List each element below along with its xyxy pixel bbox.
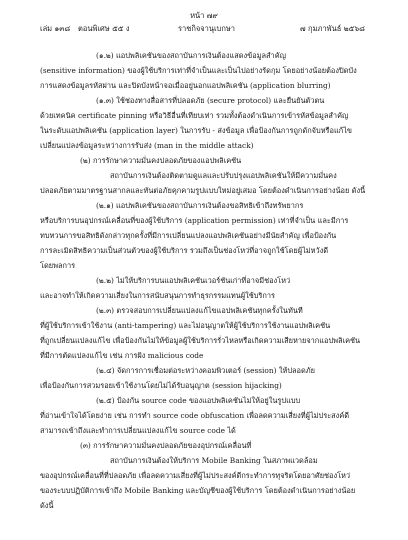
text-line: (๒.๒) ไม่ให้บริการบนแอปพลิเคชันเวอร์ชันเก่าที่อาจมีช่องโหว่ [96, 276, 291, 285]
text-line: ของอุปกรณ์เคลื่อนที่ที่ปลอดภัย เพื่อลดความเสี่ยงที่ผู้ไม่ประสงค์ดีกระทำการทุจริตโดยอาศัยช่องโหว่ [40, 471, 351, 480]
text-line: (sensitive information) ของผู้ใช้บริการเท่าที่จำเป็นและเป็นไปอย่างรัดกุม โดยอย่างน้อยต้องปิดบัง [40, 66, 357, 75]
text-line: หรือบริการบนอุปกรณ์เคลื่อนที่ของผู้ใช้บริการ (application permission) เท่าที่จำเป็น และมีการ [40, 216, 349, 225]
section-label: ตอนพิเศษ ๕๕ ง [78, 24, 130, 33]
publication-date: ๗ กุมภาพันธ์ ๒๕๖๘ [300, 24, 365, 33]
text-line: สามารถเข้าถึงและทำการเปลี่ยนแปลงแก้ไข source code ได้ [40, 426, 236, 435]
page-number: หน้า ๗๙ [190, 11, 218, 20]
text-line: (๑.๒) แอปพลิเคชันของสถาบันการเงินต้องแสดงข้อมูลสำคัญ [96, 51, 286, 60]
text-line: ของระบบปฏิบัติการเข้าถึง Mobile Banking และบัญชีของผู้ใช้บริการ โดยต้องดำเนินการอย่างน้อย [40, 486, 356, 495]
text-line: (๒.๔) จัดการการเชื่อมต่อระหว่างคอมพิวเตอร์ (session) ให้ปลอดภัย [96, 366, 316, 375]
text-line: เพื่อป้องกันการสวมรอยเข้าใช้งานโดยไม่ได้รับอนุญาต (session hijacking) [40, 381, 282, 390]
text-line: ในระดับแอปพลิเคชัน (application layer) ในการรับ - ส่งข้อมูล เพื่อป้องกันการถูกดักจับหรือแก้ไข [40, 126, 352, 135]
text-line: ทบทวนการขอสิทธิดังกล่าวทุกครั้งที่มีการเปลี่ยนแปลงแอปพลิเคชันอย่างมีนัยสำคัญ เพื่อป้องกัน [40, 231, 337, 240]
text-line: ที่อ่านเข้าใจได้โดยง่าย เช่น การทำ source code obfuscation เพื่อลดความเสี่ยงที่ผู้ไม่ประสงค์ดี [40, 411, 350, 420]
text-line: การแสดงข้อมูลรหัสผ่าน และปิดบังหน้าจอเมื่ออยู่นอกแอปพลิเคชัน (application blurring) [40, 81, 331, 90]
section-heading: (๓) การรักษาความมั่นคงปลอดภัยของอุปกรณ์เคลื่อนที่ [80, 441, 252, 450]
text-line: ที่ถูกเปลี่ยนแปลงแก้ไข เพื่อป้องกันไม่ให้ข้อมูลผู้ใช้บริการรั่วไหลหรือเกิดความเสียหายจากแอปพลิเคชัน [40, 336, 361, 345]
text-line: การละเมิดสิทธิความเป็นส่วนตัวของผู้ใช้บริการ รวมถึงเป็นช่องโหว่ที่อาจถูกใช้โดยผู้ไม่หวังดี [40, 246, 329, 255]
header-row [0, 23, 408, 35]
text-line: (๒.๑) แอปพลิเคชันของสถาบันการเงินต้องขอสิทธิเข้าถึงทรัพยากร [96, 201, 304, 210]
text-line: ที่มีการตัดแปลงแก้ไข เช่น การฝัง malicious code [40, 351, 204, 360]
text-line: (๑.๓) ใช้ช่องทางสื่อสารที่ปลอดภัย (secure protocol) และยืนยันตัวตน [96, 96, 325, 105]
document-body [40, 48, 374, 513]
text-line: (๒.๕) ป้องกัน source code ของแอปพลิเคชันไม่ให้อยู่ในรูปแบบ [96, 396, 301, 405]
text-line: ดังนี้ [40, 501, 54, 510]
text-line: ปลอดภัยตามมาตรฐานสากลและทันต่อภัยคุกคามรูปแบบใหม่อยู่เสมอ โดยต้องดำเนินการอย่างน้อย ดังนี้ [40, 186, 366, 195]
text-line: เปลี่ยนแปลงข้อมูลระหว่างการรับส่ง (man in the middle attack) [40, 141, 254, 150]
text-line: ด้วยเทคนิค certificate pinning หรือวิธีอื่นที่เทียบเท่า รวมทั้งต้องดำเนินการเข้ารหัสข้อมูลสำคัญ [40, 111, 349, 120]
volume-label: เล่ม ๑๓๘ [40, 24, 71, 33]
section-heading: (๒) การรักษาความมั่นคงปลอดภัยของแอปพลิเคชัน [80, 156, 242, 165]
text-line: และอาจทำให้เกิดความเสี่ยงในการสนับสนุนการทำธุรกรรมแทนผู้ใช้บริการ [40, 291, 275, 300]
gazette-name: ราชกิจจานุเบกษา [178, 24, 236, 33]
text-line: (๒.๓) ตรวจสอบการเปลี่ยนแปลงแก้ไขแอปพลิเคชันทุกครั้งในทันที [96, 306, 303, 315]
text-line: สถาบันการเงินต้องติดตามดูแลและปรับปรุงแอปพลิเคชันให้มีความมั่นคง [110, 171, 337, 180]
page-header [0, 10, 408, 44]
text-line: โดยพลการ [40, 261, 76, 270]
text-line: ที่ผู้ใช้บริการเข้าใช้งาน (anti-tampering) และไม่อนุญาตให้ผู้ใช้บริการใช้งานแอปพลิเคชัน [40, 321, 331, 330]
text-line: สถาบันการเงินต้องให้บริการ Mobile Banking ในสภาพแวดล้อม [110, 456, 318, 465]
